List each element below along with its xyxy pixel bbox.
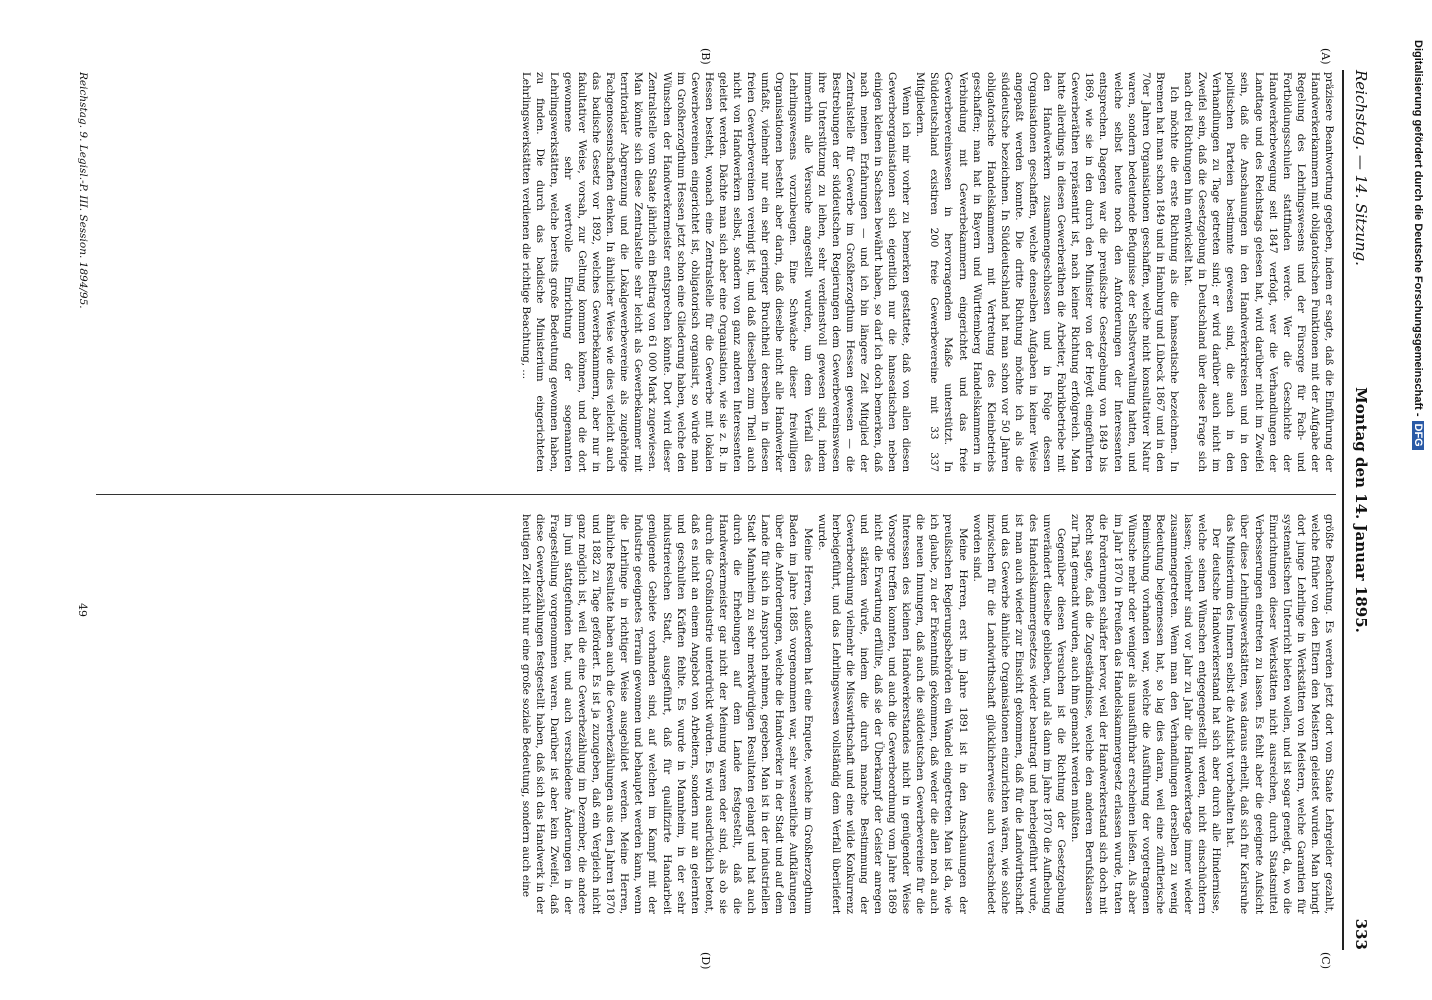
margin-marker-a: (A) bbox=[1319, 48, 1332, 65]
margin-marker-b: (B) bbox=[699, 48, 712, 65]
column-divider bbox=[96, 494, 1336, 495]
paragraph: Gegenüber diesen Versuchen ist die Richtung der Gesetzgebung unverändert dieselbe geblieben, und als dann im Jahre 1870 die Aufhebung des Handelskammergesetzes wieder beantragt und herbeigeführt wurde, ist man auch wieder zur Einsicht gekommen, daß für die Landwirthschaft und das Gewerbe ähnliche Organisationen einzurichten wären, wie solche inzwischen für die Landwirthschaft glücklicherweise auch verabschiedet worden sind. bbox=[970, 514, 1068, 914]
margin-marker-c: (C) bbox=[1319, 952, 1332, 969]
paragraph: Wenn ich mir vorher zu bemerken gestattete, daß von allen diesen Gewerbeorganisationen sich eigentlich nur die hanseatischen neben einigen kleinen in Sachsen bewährt haben, so darf ich doch bemerken, daß nach meinen Erfahrungen — und ich bin längere Zeit Mitglied der Zentralstelle für Gewerbe im Großherzogthum Hessen gewesen — die Bestrebungen der süddeutschen Regierungen dem Gewerbevereinswesen ihre Unterstützung zu leihen, sehr verdienstvoll gewesen sind, indem immerhin alle Versuche angestellt wurden, um dem Verfall des Lehrlingswesens vorzubeugen. Eine Schwäche dieser freiwilligen Organisationen besteht aber darin, daß dieselbe nicht alle Handwerker umfaßt, vielmehr nur ein sehr geringer Bruchtheil derselben in diesen freien Gewerbevereinen vereinigt ist, und daß dieselben zum Theil auch nicht von Handwerkern selbst, sondern von ganz anderen Interessenten geleitet werden. Dächte man sich aber eine Organisation, wie sie z. B. in Hessen besteht, wonach eine Zentralstelle für die Gewerbe mit lokalen Gewerbevereinen eingerichtet ist, obligatorisch organisirt, so würde man im Großherzogthum Hessen jetzt schon eine Gliederung haben, welche den Wünschen der Handwerkermeister entsprechen könnte. Dort wird dieser Zentralstelle vom Staate jährlich ein Beitrag von 61 000 Mark zugewiesen. Man könnte sich diese Zentralstelle sehr leicht als Gewerbekammer mit territorialer Abgrenzung und die Lokalgewerbevereine als zugehörige Fachgenossenschaften denken. In ähnlicher Weise wie dies vielleicht auch das badische Gesetz vor 1892, welches Gewerbekammern, aber nur in fakultativer Weise, vorsah, zur Geltung kommen können, und die dort gewonnene sehr wertvolle Einrichtung der sogenannten Lehrlingswerkstätten, welche bereits große Bedeutung gewonnen haben, zu finden. Die durch das badische Ministerium eingerichteten Lehrlingswerkstätten verdienen die richtige Beachtung, ... bbox=[519, 72, 913, 472]
dfg-logo: DFG bbox=[1412, 421, 1424, 450]
right-text-column bbox=[96, 514, 1336, 914]
dfg-note-text: Digitalisierung gefördert durch die Deutsche Forschungsgemeinschaft - bbox=[1412, 40, 1424, 417]
footer-page-number: 49 bbox=[76, 603, 89, 617]
running-header bbox=[1346, 70, 1370, 950]
paragraph: Meine Herren, außerdem hat eine Enquete, welche im Großherzogthum Baden im Jahre 1885 vorgenommen war, sehr wesentliche Aufklärungen über die Anforderungen, welche die Handwerker in der Stadt und auf dem Lande für sich in Anspruch nehmen, gegeben. Man ist in der industriellen Stadt Mannheim zu sehr merkwürdigen Resultaten gelangt und hat auch durch die Erhebungen auf dem Lande festgestellt, daß die Handwerkermeister gar nicht der Meinung waren oder sind, als ob sie durch die Großindustrie unterdrückt würden. Es wird ausdrücklich betont, daß es nicht an einem Angebot von Arbeitern, sondern nur an gelernten und geschulten Kräften fehlte. Es wurde in Mannheim, in der sehr industriereichen Stadt, ausgeführt, daß für qualifizirte Handarbeit genügende Gebiete vorhanden sind, auf welchen im Kampf mit der Industrie geeignetes Terrain gewonnen und behauptet werden kann, wenn die Lehrlinge in richtiger Weise ausgebildet werden. Meine Herren, ähnliche Resultate haben auch die Gewerbezählungen aus den Jahren 1870 und 1882 zu Tage gefördert. Es ist ja zuzugeben, daß ein Vergleich nicht ganz möglich ist, weil die eine Gewerbezählung im Dezember, die andere im Juni stattgefunden hat, und auch verschiedene Änderungen in der Fragestellung vorgenommen waren. Darüber ist aber kein Zweifel, daß diese Gewerbezählungen festgestellt haben, daß sich das Handwerk in der heutigen Zeit nicht nur eine große soziale Bedeutung, sondern auch eine bbox=[519, 514, 814, 914]
header-rule bbox=[1342, 70, 1344, 950]
paragraph: Der deutsche Handwerkerstand hat sich aber durch alle Hindernisse, welche seinen Wünschen entgegengestellt werden, nicht einschüchtern lassen; vielmehr sind vor Jahr zu Jahr die Handwerkertage immer wieder zusammengetreten. Wenn man den Verhandlungen derselben zu wenig Bedeutung beigemessen hat, so lag dies daran, weil eine zünftlerische Beimischung vorhanden war, welche die Ausführung der vorgetragenen Wünsche mehr oder weniger als unausführbar erscheinen ließen. Als aber im Jahr 1870 in Preußen das Handelskammergesetz erlassen wurde, traten die Forderungen schärfer hervor, weil der Handwerkerstand sich doch mit Recht sagte, daß die Zugeständnisse, welche den anderen Berufsklassen zur That gemacht wurden, auch ihm gemacht werden müßten. bbox=[1069, 514, 1223, 914]
paragraph: Meine Herren, erst im Jahre 1891 ist in den Anschauungen der preußischen Regierungsbehörden ein Wandel eingetreten. Man ist da, wie ich glaube, zu der Erkenntniß gekommen, daß weder die allen noch auch die neuen Innungen, daß auch die süddeutschen Gewerbevereine für die Interessen des kleinen Handwerkerstandes nicht in genügender Weise Vorsorge treffen konnten, und auch die Gewerbeordnung vom Jahre 1869 nicht die Erwartung erfüllte, daß sie der Überkampf der Geister anregen und stärken würde, indem die durch manche Bestimmung der Gewerbeordnung vielmehr die Misswirthschaft und eine wilde Konkurrenz herbeigeführt, und das Lehrlingswesen vollständig dem Verfall überliefert wurde. bbox=[815, 514, 969, 914]
header-date: Montag den 14. Januar 1895. bbox=[1352, 387, 1370, 633]
dfg-side-note bbox=[1406, 0, 1424, 1000]
paragraph: präzisere Beantwortung gegeben, indem er sagte, daß die Einführung der Handwerkerkammern mit obligatorischen Funktionen mit der Aufgabe der Regelung des Lehrlingswesens und der Fürsorge für Fach- und Fortbildungsschulen stattfinden werde. Wer die Geschichte der Handwerkerbewegung seit 1847 verfolgt, wer die Verhandlungen der Landtage und des Reichstags gelesen hat, wird darüber nicht im Zweifel sein, daß die Anschauungen in den Handwerkerkreisen und in den politischen Parteien bestimmte gewesen sind, die auch in den Verhandlungen zu Tage getreten sind; er wird darüber auch nicht im Zweifel sein, daß die Gesetzgebung in Deutschland über diese Frage sich nach drei Richtungen hin entwickelt hat. bbox=[1182, 72, 1335, 472]
left-text-column bbox=[96, 72, 1336, 472]
margin-marker-d: (D) bbox=[699, 952, 712, 970]
paragraph: größte Beachtung. Es werden jetzt dort vom Staate Lehrgelder gezahlt, welche früher von den Eltern den Meistern geleistet wurden. Man bringt dort junge Lehrlinge in Werkstätten von Meistern, welche Garantien für systematischen Unterricht bieten wollen, und ist sogar geneigt, da, wo die Einrichtungen dieser Werkstätten nicht ausreichen, durch Staatsmittel Verbesserungen eintreten zu lassen. Es fehlt aber die geeignete Aufsicht über diese Lehrlingswerkstätten, was daraus erhellt, daß sich für Karlsruhe das Ministerium des Innern selbst die Aufsicht vorbehalten hat. bbox=[1224, 514, 1335, 914]
header-page-number: 333 bbox=[1352, 918, 1370, 950]
header-left: Reichstag. — 14. Sitzung. bbox=[1352, 70, 1370, 266]
paragraph: Ich möchte die erste Richtung als die hanseatische bezeichnen. In Bremen hat man schon 1849 und in Hamburg und Lübeck 1867 und in den 70er Jahren Organisationen geschaffen, welche nicht konsultativer Natur waren, sondern bedeutende Befugnisse der Selbstverwaltung hatten, und welche selbst heute noch den Anforderungen der Interessenten entsprechen. Dagegen war die preußische Gesetzgebung von 1849 bis 1869, wie sie in den durch den Minister von der Heydt eingeführten Gewerberäthen repräsentirt ist, nach keiner Richtung erfolgreich. Man hatte allerdings in diesen Gewerberäthen die Arbeiter, Fabrikbetriebe mit den Handwerkern zusammengeschlossen und in Folge dessen Organisationen geschaffen, welche denselben Aufgaben in keiner Weise angepaßt werden konnte. Die dritte Richtung möchte ich als die süddeutsche bezeichnen. In Süddeutschland hat man schon vor 50 Jahren obligatorische Handelskammern mit Vertretung des Kleinbetriebs geschaffen; man hat in Bayern und Württemberg Handelskammern in Verbindung mit Gewerbekammern eingerichtet und das freie Gewerbevereinswesen in hervorragendem Maße unterstützt. In Süddeutschland existiren 200 freie Gewerbevereine mit 33 337 Mitgliedern. bbox=[914, 72, 1180, 472]
footer-session: Reichstag. 9. Legisl.-P. III. Session. 1894/95. bbox=[77, 72, 89, 309]
